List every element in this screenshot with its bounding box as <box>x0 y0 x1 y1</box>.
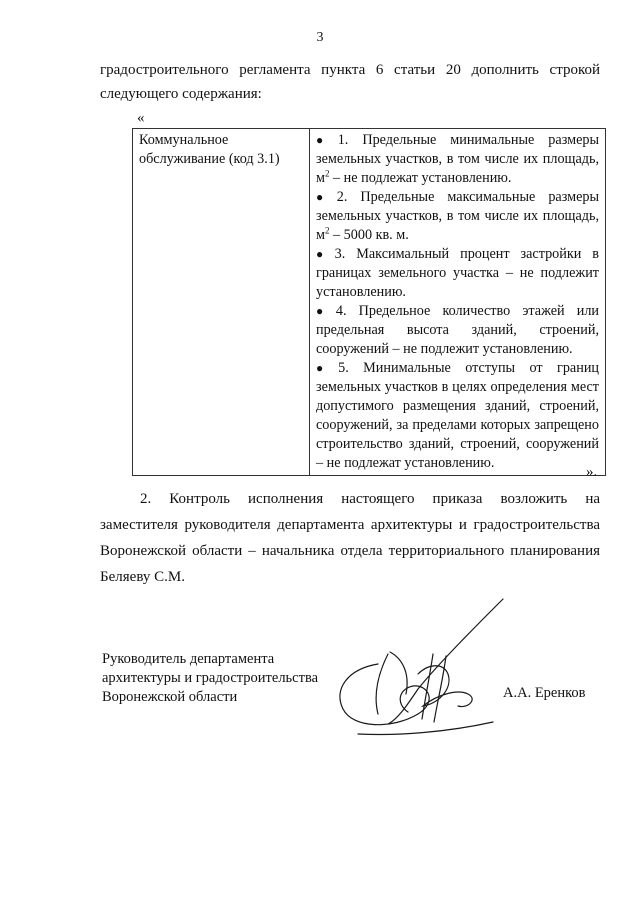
signatory-title-line-1: Руководитель департамента <box>102 651 275 667</box>
paragraph-2-rest: заместителя руководителя департамента архитектуры и градостроительства Воронежской области – начальника отдела территориального планирования Беляеву С.М. <box>100 517 600 585</box>
signatory-title-line-3: Воронежской области <box>102 689 238 705</box>
page-number: 3 <box>316 30 324 45</box>
bullet-icon: ● <box>316 133 334 147</box>
bullet-icon: ● <box>316 304 332 318</box>
list-item <box>316 131 599 188</box>
list-item <box>316 359 599 473</box>
intro-line-2: следующего содержания: <box>100 86 262 102</box>
superscript: 2 <box>324 225 330 236</box>
item-text-end: – не подлежат установлению. <box>329 170 512 186</box>
parameters-cell <box>310 129 606 476</box>
item-text: 1. Предельные минимальные размеры земельных участков, в том числе их площадь, м <box>316 132 599 186</box>
item-text: 2. Предельные максимальные размеры земельных участков, в том числе их площадь, м <box>316 189 600 243</box>
intro-line-1: градостроительного регламента пункта 6 статьи 20 дополнить строкой <box>100 62 600 78</box>
table-row <box>133 129 606 476</box>
signatory-title <box>102 650 318 707</box>
item-text: 5. Минимальные отступы от границ земельных участков в целях определения мест допустимого размещения зданий, строений, сооружений, за пределами которых запрещено строительство зданий, строений, сооружений – не подлежат установлению. <box>316 360 599 471</box>
signatory-title-line-2: архитектуры и градостроительства <box>102 670 319 686</box>
use-type-cell: Коммунальное обслуживание (код 3.1) <box>133 129 310 476</box>
list-item <box>316 245 599 302</box>
superscript: 2 <box>324 168 330 179</box>
item-text-end: – 5000 кв. м. <box>329 227 409 243</box>
bullet-icon: ● <box>316 361 335 375</box>
signer-name: А.А. Еренков <box>503 685 586 701</box>
bullet-icon: ● <box>316 247 331 261</box>
handwritten-signature <box>318 594 518 744</box>
closing-quote: ». <box>586 464 598 480</box>
list-item <box>316 188 599 245</box>
item-text: 4. Предельное количество этажей или предельная высота зданий, строений, сооружений – не подлежит установлению. <box>316 303 600 357</box>
paragraph-2-first-line: 2. Контроль исполнения настоящего приказа возложить на <box>140 491 600 507</box>
item-text: 3. Максимальный процент застройки в границах земельного участка – не подлежит установлению. <box>316 246 599 300</box>
regulation-table <box>132 128 606 476</box>
bullet-icon: ● <box>316 190 333 204</box>
opening-quote: « <box>137 110 145 126</box>
intro-paragraph <box>100 58 600 106</box>
paragraph-2 <box>100 486 600 590</box>
list-item <box>316 302 599 359</box>
